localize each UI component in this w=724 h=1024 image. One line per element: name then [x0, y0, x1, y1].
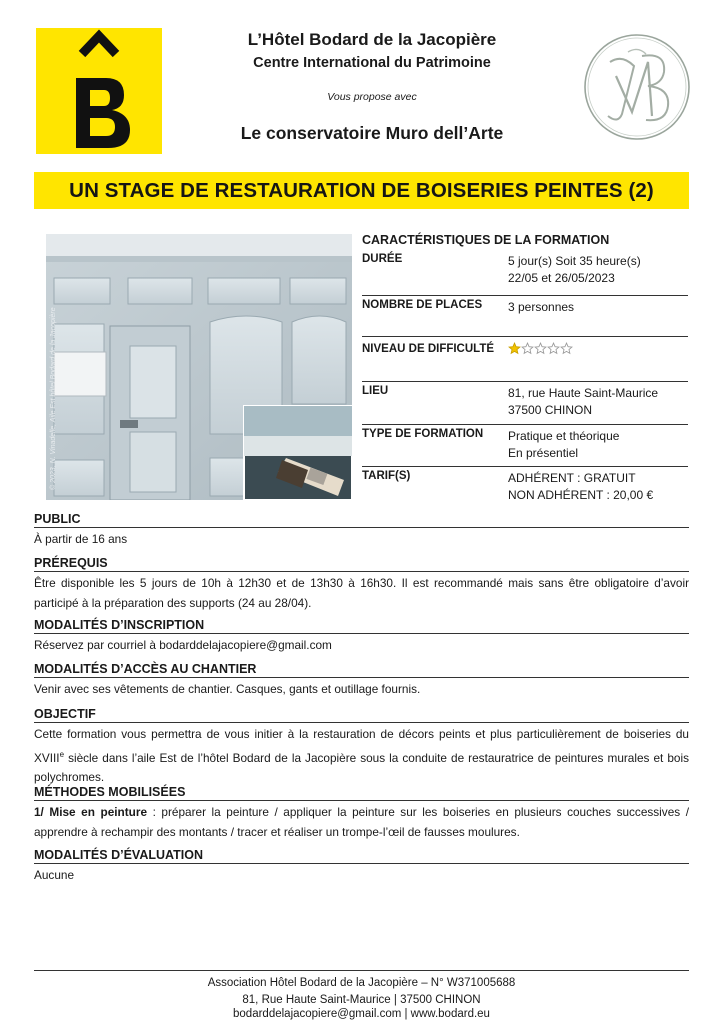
characteristics-title: CARACTÉRISTIQUES DE LA FORMATION — [362, 233, 610, 247]
logo — [36, 28, 162, 154]
char-row-type — [362, 425, 688, 467]
footer-divider — [34, 970, 689, 971]
char-value — [508, 428, 619, 461]
partner-name: Le conservatoire Muro dell’Arte — [240, 123, 504, 143]
section-title: MODALITÉS D’ÉVALUATION — [34, 848, 689, 864]
section-title: MÉTHODES MOBILISÉES — [34, 785, 689, 801]
char-key: DURÉE — [362, 253, 403, 265]
char-key: TARIF(S) — [362, 470, 411, 482]
section-title: MODALITÉS D’INSCRIPTION — [34, 618, 689, 634]
char-value — [508, 253, 641, 286]
char-value-line: 5 jour(s) Soit 35 heure(s) — [508, 254, 641, 268]
monogram-logo — [582, 32, 692, 142]
char-value — [508, 385, 658, 418]
monogram-icon — [582, 32, 692, 142]
difficulty-rating — [508, 342, 573, 355]
footer-address: 81, Rue Haute Saint-Maurice | 37500 CHINON — [242, 994, 481, 1006]
section-body: Être disponible les 5 jours de 10h à 12h30 et de 13h30 à 16h30. Il est recommandé mais sans être obligatoire d’avoir participé à la préparation des supports (24 au 28/04). — [34, 576, 689, 610]
char-value-line: NON ADHÉRENT : 20,00 € — [508, 487, 654, 502]
char-key: TYPE DE FORMATION — [362, 428, 484, 440]
char-value-line: 22/05 et 26/05/2023 — [508, 270, 615, 285]
section-objectif — [34, 707, 689, 787]
title-band — [34, 172, 689, 209]
section-body — [34, 723, 689, 787]
organization-name: L’Hôtel Bodard de la Jacopière — [247, 30, 497, 49]
footer-association: Association Hôtel Bodard de la Jacopière – N° W371005688 — [207, 977, 516, 989]
char-row-location — [362, 382, 688, 425]
ab-logo-icon — [36, 28, 162, 154]
star-empty-icon — [560, 342, 573, 355]
star-empty-icon — [547, 342, 560, 355]
char-key: LIEU — [362, 385, 389, 397]
page-title: UN STAGE DE RESTAURATION DE BOISERIES PEINTES (2) — [69, 178, 654, 202]
methodes-text: : préparer la peinture / appliquer la peinture sur les boiseries en plusieurs couches successives / apprendre à rechampir des montants / tracer et réaliser un trompe-l’œil de fausses moulures. — [34, 805, 689, 839]
section-title: PUBLIC — [34, 512, 689, 528]
photo-credit: © 2023, N. Vinadelle, Aile Est hôtel Bodard de la Jacopière — [50, 307, 57, 490]
boiserie-photo — [46, 234, 352, 500]
section-public — [34, 512, 689, 550]
section-title: OBJECTIF — [34, 707, 689, 723]
char-row-places — [362, 296, 688, 337]
char-value-line: Pratique et théorique — [508, 429, 620, 443]
char-value-line: En présentiel — [508, 445, 579, 460]
objectif-text: siècle dans l’aile Est de l’hôtel Bodard de la Jacopière sous la conduite de restauratrice de peintures murales et bois polychromes. — [34, 750, 689, 784]
char-value — [508, 299, 574, 316]
section-body: Réservez par courriel à bodarddelajacopiere@gmail.com — [34, 638, 332, 652]
methodes-lead: 1/ Mise en peinture — [34, 805, 148, 819]
char-value-line: ADHÉRENT : GRATUIT — [508, 471, 636, 485]
section-methodes — [34, 785, 689, 842]
proposes-text: Vous propose avec — [327, 91, 417, 103]
char-key: NIVEAU DE DIFFICULTÉ — [362, 343, 495, 355]
century-superscript: e — [59, 749, 65, 759]
char-row-duration — [362, 250, 688, 296]
section-body: Venir avec ses vêtements de chantier. Casques, gants et outillage fournis. — [34, 682, 421, 696]
section-body: À partir de 16 ans — [34, 532, 128, 546]
char-row-price — [362, 467, 688, 505]
char-value-line: 81, rue Haute Saint-Maurice — [508, 386, 659, 400]
organization-subtitle: Centre International du Patrimoine — [253, 55, 491, 71]
char-value — [508, 470, 653, 503]
section-acces — [34, 662, 689, 700]
char-key: NOMBRE DE PLACES — [362, 299, 483, 311]
star-empty-icon — [521, 342, 534, 355]
section-prerequis — [34, 556, 689, 613]
star-filled-icon — [508, 342, 521, 355]
boiserie-image — [46, 234, 352, 500]
section-body — [34, 801, 689, 842]
section-body: Aucune — [34, 868, 75, 882]
char-value-line: 37500 CHINON — [508, 402, 593, 417]
section-title: MODALITÉS D’ACCÈS AU CHANTIER — [34, 662, 689, 678]
star-empty-icon — [534, 342, 547, 355]
char-row-difficulty — [362, 337, 688, 382]
section-evaluation — [34, 848, 689, 886]
char-value-line: 3 personnes — [508, 300, 575, 314]
footer-contact: bodarddelajacopiere@gmail.com | www.bodard.eu — [233, 1008, 490, 1020]
section-inscription — [34, 618, 689, 656]
section-title: PRÉREQUIS — [34, 556, 689, 572]
objectif-text: Cette formation vous permettra de vous initier à la restauration de décors peints et plus particulièrement de boiseries du XVIII — [34, 727, 689, 765]
